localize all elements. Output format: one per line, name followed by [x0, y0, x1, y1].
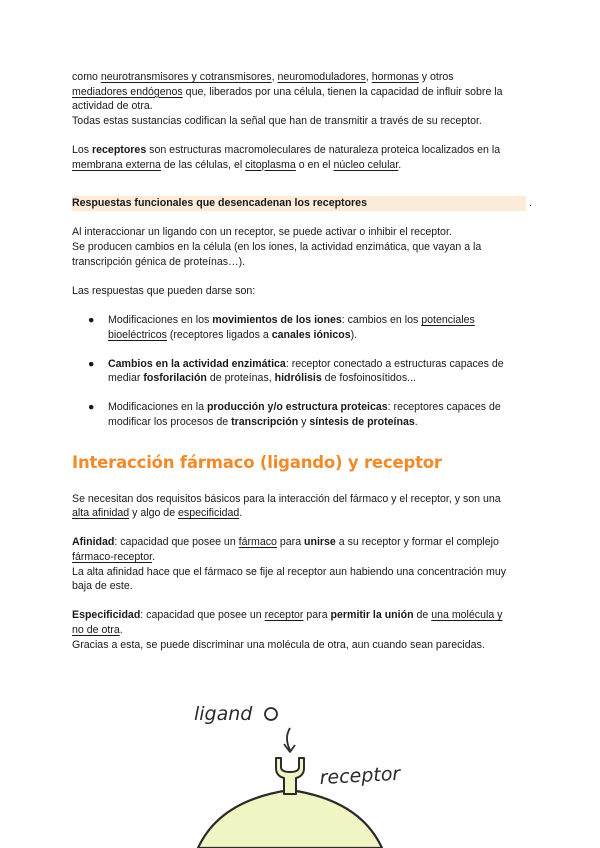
text: : capacidad que posee un: [140, 609, 265, 622]
response-list: [72, 313, 528, 430]
link-alta-afinidad[interactable]: alta afinidad: [72, 507, 130, 520]
link-citoplasma[interactable]: citoplasma: [245, 158, 296, 171]
link-una-molecula[interactable]: una molécula y: [431, 609, 503, 622]
bold-text: permitir la unión: [330, 609, 414, 622]
bold-text: movimientos de los iones: [212, 313, 342, 326]
intro-line-1: [72, 70, 528, 85]
respuestas-intro: Las respuestas que pueden darse son:: [72, 284, 256, 297]
text: : receptores capaces de: [387, 401, 501, 414]
list-item: [72, 400, 528, 429]
especificidad-line-1: [72, 608, 528, 623]
text: a su receptor y formar el complejo: [335, 536, 499, 549]
text: y: [298, 416, 310, 429]
bold-text: transcripción: [231, 416, 299, 429]
receptor-label: receptor: [319, 762, 401, 789]
ligand-receptor-illustration: [180, 690, 440, 848]
text: Modificaciones en la: [108, 401, 207, 414]
bullet-icon: ●: [88, 401, 95, 414]
bold-text: hidrólisis: [274, 372, 322, 385]
receptores-line-1: [72, 143, 528, 158]
text: ,: [365, 71, 372, 83]
link-potenciales[interactable]: potenciales: [421, 313, 475, 326]
text: : receptor conectado a estructuras capaces de: [285, 357, 504, 370]
heading-interaccion: Interacción fármaco (ligando) y receptor: [72, 452, 442, 472]
text: de proteínas,: [206, 372, 275, 385]
receptores-line-2: [72, 158, 528, 173]
bold-text: síntesis de proteínas: [309, 416, 415, 429]
link-mediadores-endogenos[interactable]: mediadores endógenos: [72, 85, 183, 98]
cell-body: [198, 790, 382, 848]
bold-text: unirse: [304, 536, 336, 549]
afinidad-line-2: [72, 550, 528, 565]
text: de fosfoinosítidos...: [321, 372, 416, 385]
ligand-circle-icon: [265, 708, 277, 720]
text: .: [398, 158, 402, 171]
text: y otros: [418, 71, 454, 83]
list-item: [72, 313, 528, 342]
bullet-icon: ●: [88, 357, 95, 370]
intro-line-4: Todas estas sustancias codifican la señal que han de transmitir a través de su receptor.: [72, 114, 482, 127]
link-neuromoduladores[interactable]: neuromoduladores: [277, 71, 366, 83]
afinidad-line-3: La alta afinidad hace que el fármaco se fije al receptor aun habiendo una concentración muy: [72, 565, 507, 578]
text: mediar: [108, 372, 144, 385]
text: para: [276, 536, 305, 549]
document-page: [72, 70, 532, 652]
bold-afinidad: Afinidad: [72, 536, 115, 549]
link-bioelectricos[interactable]: bioeléctricos: [108, 328, 167, 341]
text: de: [413, 609, 432, 622]
link-no-de-otra[interactable]: no de otra: [72, 624, 120, 636]
arrow-icon: [287, 728, 290, 750]
text: Modificaciones en los: [108, 313, 213, 326]
text: que, liberados por una célula, tienen la capacidad de influir sobre la: [182, 85, 503, 98]
text: (receptores ligados a: [166, 328, 272, 341]
text: .: [152, 551, 156, 564]
text: son estructuras macromoleculares de naturaleza proteica localizados en la: [146, 143, 501, 156]
link-nucleo-celular[interactable]: núcleo celular: [333, 158, 399, 171]
intro-line-3: actividad de otra.: [72, 100, 153, 113]
link-hormonas[interactable]: hormonas: [371, 71, 419, 83]
ligand-label: ligand: [194, 703, 253, 725]
link-neurotransmisores[interactable]: neurotransmisores y cotransmisores: [100, 71, 272, 83]
list-item: [72, 357, 528, 386]
link-receptor[interactable]: receptor: [264, 609, 304, 622]
link-especificidad[interactable]: especificidad: [178, 507, 240, 520]
especificidad-line-2: [72, 623, 528, 638]
link-membrana-externa[interactable]: membrana externa: [72, 158, 161, 171]
link-farmaco-receptor[interactable]: fármaco-receptor: [72, 551, 153, 564]
bold-especificidad: Especificidad: [72, 609, 141, 622]
text: como: [72, 71, 101, 83]
respuestas-line-2: Se producen cambios en la célula (en los iones, la actividad enzimática, que vayan a la: [72, 240, 482, 253]
text: modificar los procesos de: [108, 416, 232, 429]
text: .: [239, 507, 243, 520]
text: : capacidad que posee un: [114, 536, 239, 549]
bold-text: fosforilación: [143, 372, 207, 385]
link-farmaco[interactable]: fármaco: [238, 536, 277, 549]
bold-text: Cambios en la actividad enzimática: [108, 357, 286, 370]
respuestas-line-3: transcripción génica de proteínas…).: [72, 255, 246, 268]
bold-text: canales iónicos: [271, 328, 351, 341]
text: .: [119, 624, 123, 636]
bullet-icon: ●: [88, 313, 95, 326]
receptor-shape: [276, 758, 304, 794]
bold-text: producción y/o estructura proteicas: [206, 401, 388, 414]
text: : cambios en los: [341, 313, 422, 326]
intro-line-2: [72, 85, 528, 100]
afinidad-line-4: baja de este.: [72, 580, 133, 593]
text: y algo de: [129, 507, 179, 520]
section-dot: .: [529, 197, 532, 210]
text: ,: [271, 71, 278, 83]
section-heading-respuestas: [72, 196, 532, 211]
text: o en el: [295, 158, 334, 171]
requisitos-line-2: [72, 506, 528, 521]
text: para: [303, 609, 331, 622]
respuestas-line-1: Al interaccionar un ligando con un receptor, se puede activar o inhibir el receptor.: [72, 226, 452, 239]
text: .: [414, 416, 418, 429]
section-title: Respuestas funcionales que desencadenan los receptores: [72, 197, 367, 210]
text: Los: [72, 143, 93, 156]
afinidad-line-1: [72, 535, 528, 550]
especificidad-line-3: Gracias a esta, se puede discriminar una molécula de otra, aun cuando sean parecidas.: [72, 638, 485, 651]
bold-receptores: receptores: [92, 143, 147, 156]
text: ).: [350, 328, 358, 341]
text: de las células, el: [160, 158, 246, 171]
requisitos-line-1: Se necesitan dos requisitos básicos para la interacción del fármaco y el receptor, y son una: [72, 492, 501, 505]
